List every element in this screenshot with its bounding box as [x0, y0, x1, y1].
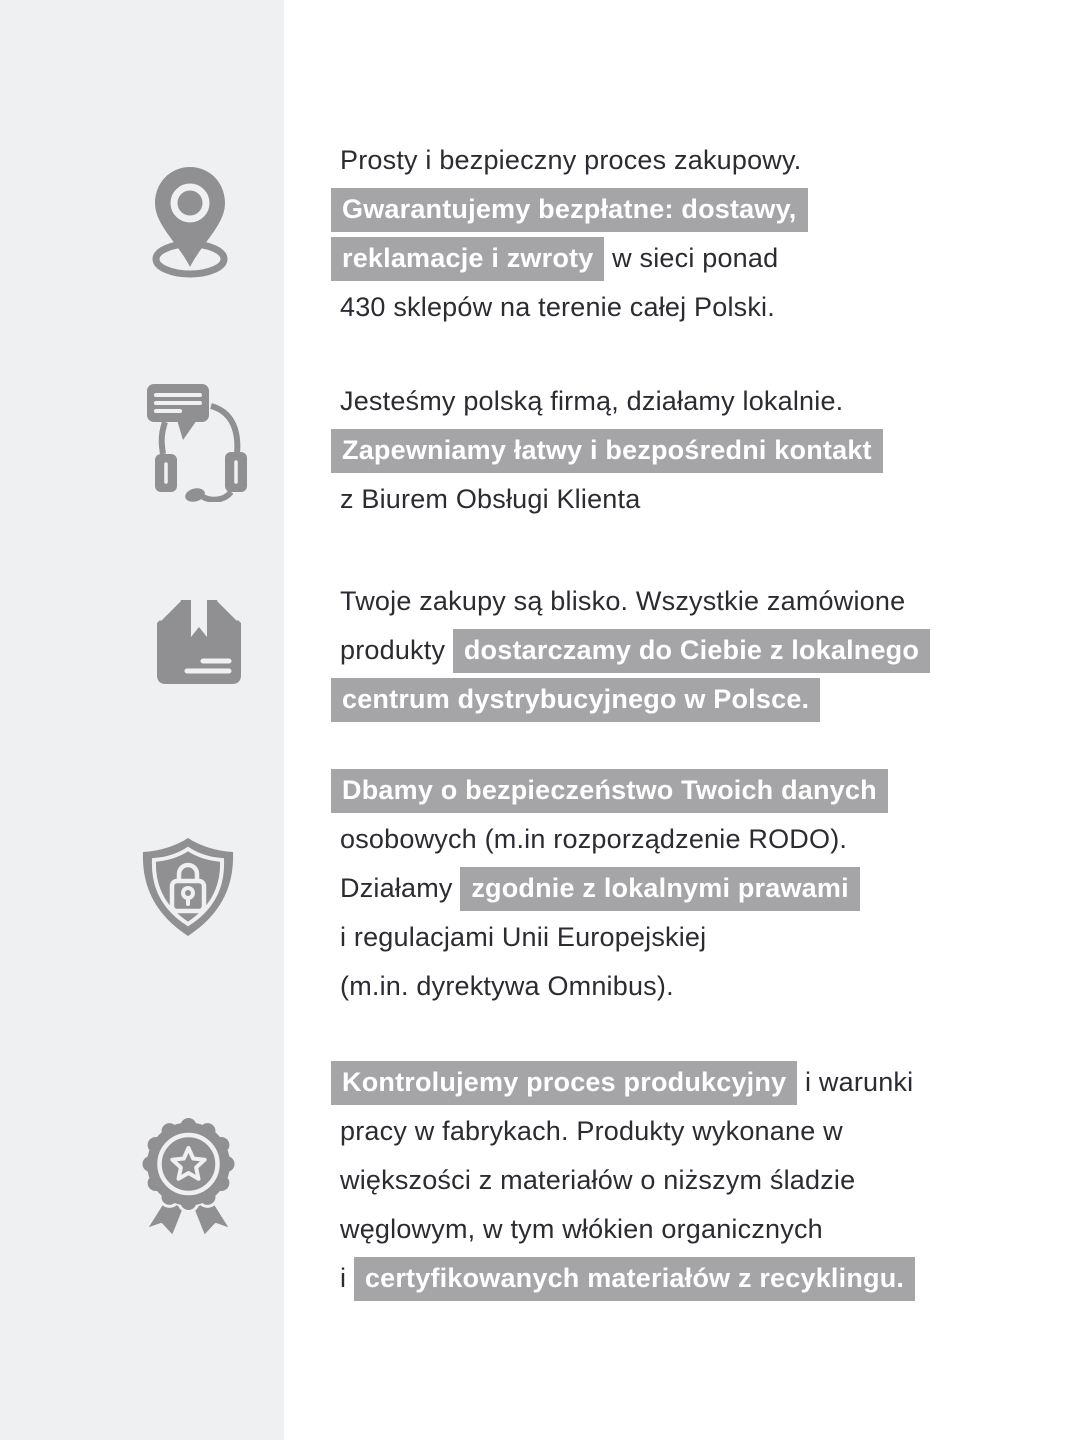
highlighted-text-segment: centrum dystrybucyjnego w Polsce. — [331, 678, 820, 722]
text-segment: i regulacjami Unii Europejskiej — [340, 922, 707, 952]
feature-data-security — [331, 766, 888, 1011]
feature-production-control — [331, 1058, 915, 1303]
highlighted-text-segment: zgodnie z lokalnymi prawami — [460, 867, 859, 911]
text-segment: 430 sklepów na terenie całej Polski. — [340, 292, 775, 322]
text-line — [331, 136, 808, 185]
text-segment: z Biurem Obsługi Klienta — [340, 484, 641, 514]
feature-local-delivery — [331, 577, 930, 724]
text-segment: w sieci ponad — [604, 243, 779, 273]
text-line — [331, 185, 808, 234]
text-line — [331, 426, 883, 475]
text-segment: większości z materiałów o niższym śladzie — [340, 1165, 856, 1195]
feature-customer-contact — [331, 377, 883, 524]
highlighted-text-segment: Dbamy o bezpieczeństwo Twoich danych — [331, 769, 888, 813]
text-line — [331, 962, 888, 1011]
text-line — [331, 377, 883, 426]
text-segment: Prosty i bezpieczny proces zakupowy. — [340, 145, 802, 175]
text-segment: produkty — [340, 635, 453, 665]
text-segment: (m.in. dyrektywa Omnibus). — [340, 971, 674, 1001]
highlighted-text-segment: dostarczamy do Ciebie z lokalnego — [453, 629, 930, 673]
package-box-icon — [147, 593, 251, 689]
text-line — [331, 1156, 915, 1205]
highlighted-text-segment: reklamacje i zwroty — [331, 237, 604, 281]
text-line — [331, 815, 888, 864]
highlighted-text-segment: Kontrolujemy proces produkcyjny — [331, 1061, 797, 1105]
text-line — [331, 577, 930, 626]
text-line — [331, 1107, 915, 1156]
text-segment: Jesteśmy polską firmą, działamy lokalnie. — [340, 386, 844, 416]
text-segment: i warunki — [797, 1067, 914, 1097]
text-segment: pracy w fabrykach. Produkty wykonane w — [340, 1116, 843, 1146]
text-segment: osobowych (m.in rozporządzenie RODO). — [340, 824, 848, 854]
highlighted-text-segment: Zapewniamy łatwy i bezpośredni kontakt — [331, 429, 883, 473]
text-line — [331, 1205, 915, 1254]
text-line — [331, 475, 883, 524]
text-line — [331, 1254, 915, 1303]
text-line — [331, 1058, 915, 1107]
text-line — [331, 766, 888, 815]
text-line — [331, 283, 808, 332]
text-line — [331, 234, 808, 283]
shield-lock-icon — [130, 833, 247, 950]
text-segment: i — [340, 1263, 354, 1293]
highlighted-text-segment: Gwarantujemy bezpłatne: dostawy, — [331, 188, 808, 232]
text-segment: Działamy — [340, 873, 461, 903]
text-segment: Twoje zakupy są blisko. Wszystkie zamówione — [340, 586, 906, 616]
text-segment: węglowym, w tym włókien organicznych — [340, 1214, 823, 1244]
text-line — [331, 864, 888, 913]
award-badge-icon — [132, 1110, 245, 1240]
location-pin-icon — [138, 163, 242, 279]
text-line — [331, 913, 888, 962]
icon-sidebar — [0, 0, 284, 1440]
text-line — [331, 675, 930, 724]
feature-shopping-process — [331, 136, 808, 332]
headset-chat-icon — [133, 378, 247, 502]
highlighted-text-segment: certyfikowanych materiałów z recyklingu. — [354, 1257, 915, 1301]
text-line — [331, 626, 930, 675]
